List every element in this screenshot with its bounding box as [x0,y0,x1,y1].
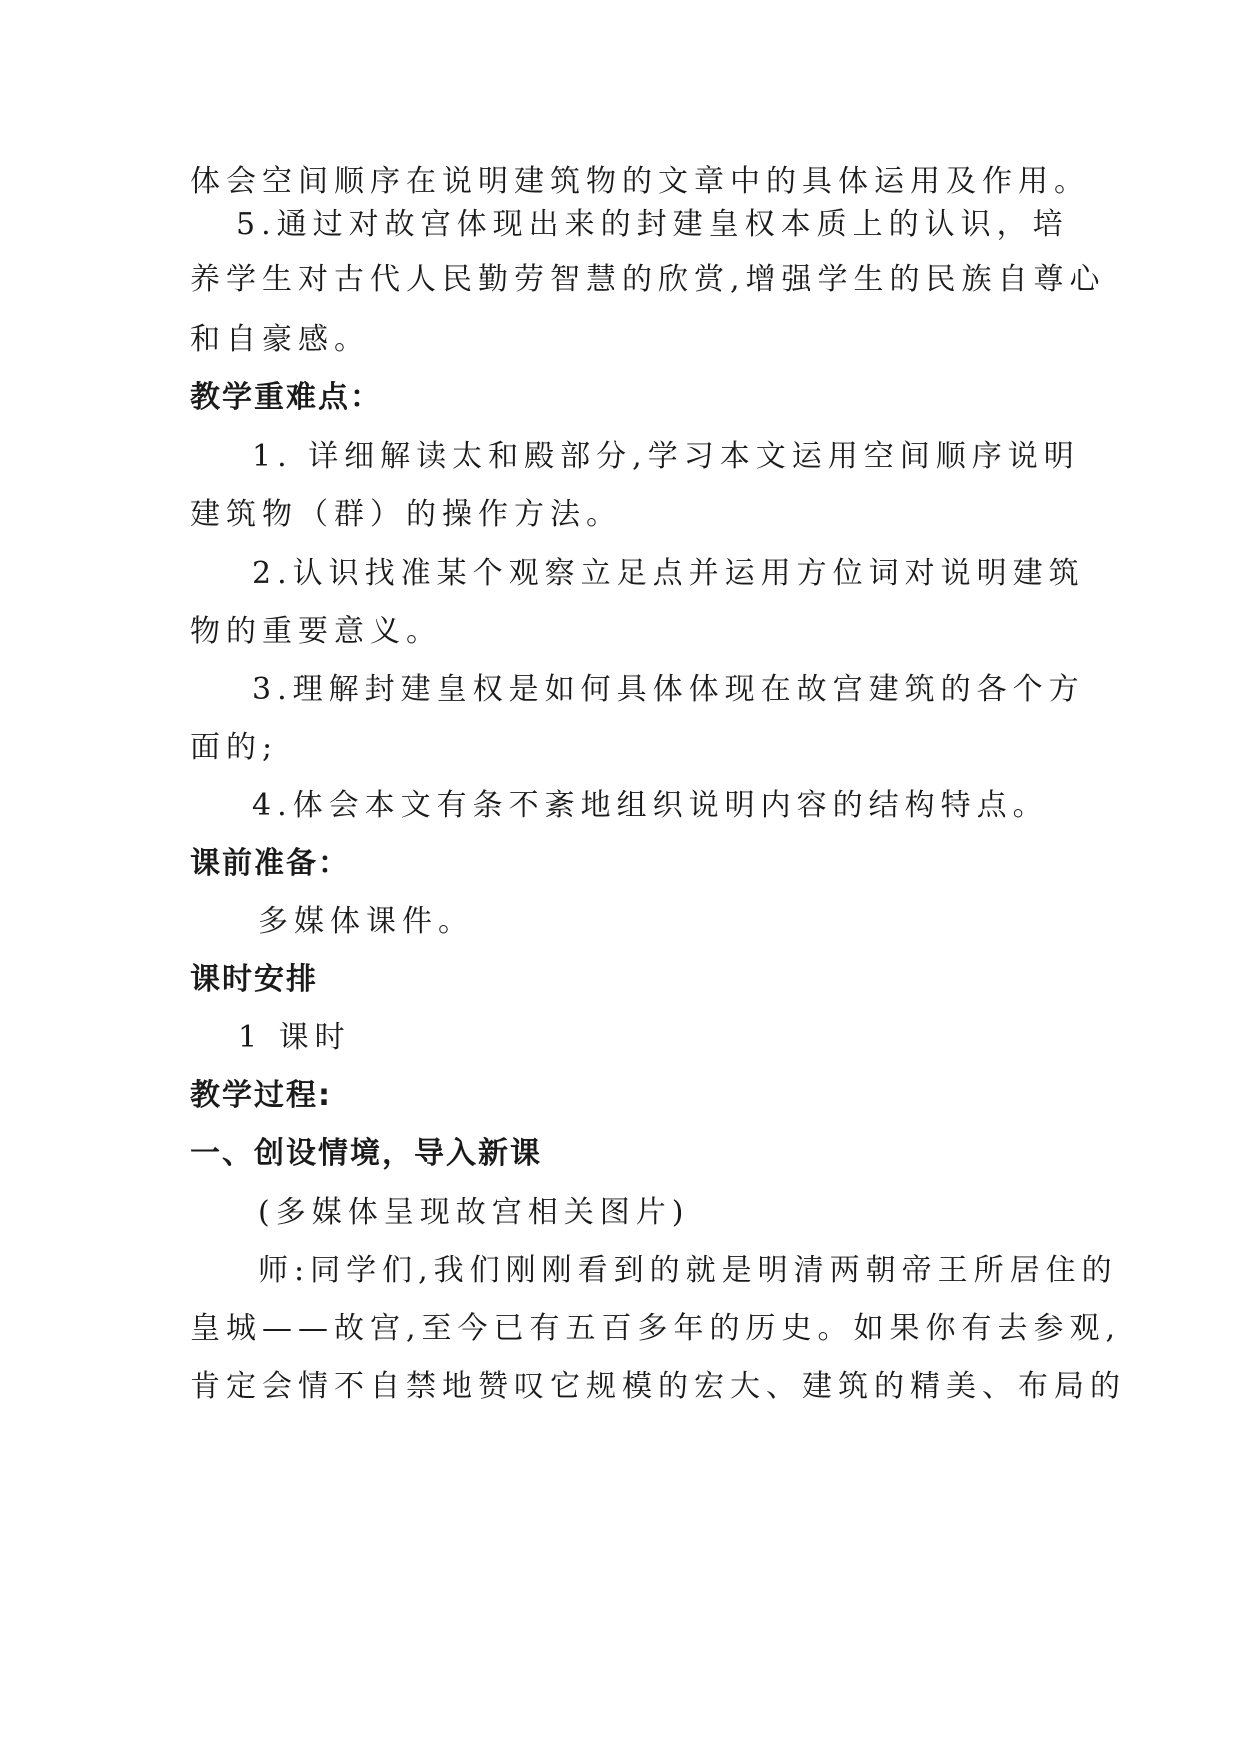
objective-5-line-3: 和自豪感。 [190,322,370,357]
teacher-line-3: 肯定会情不自禁地赞叹它规模的宏大、建筑的精美、布局的 [190,1369,1126,1404]
objective-5-line-1: 5.通过对故宫体现出来的封建皇权本质上的认识，培 [236,207,1069,242]
key-point-1-line-2: 建筑物（群）的操作方法。 [190,497,622,532]
key-point-3-line-2: 面的; [190,730,279,765]
section-heading-key-points: 教学重难点： [190,380,382,415]
preparation-line: 多媒体课件。 [258,904,474,939]
subsection-heading-intro: 一、创设情境，导入新课 [190,1136,542,1171]
key-point-3-line-1: 3.理解封建皇权是如何具体体现在故宫建筑的各个方 [252,672,1085,707]
teacher-line-1: 师:同学们,我们刚刚看到的就是明清两朝帝王所居住的 [258,1253,1118,1288]
key-point-1-line-1: 1. 详细解读太和殿部分,学习本文运用空间顺序说明 [252,439,1080,474]
section-heading-schedule: 课时安排 [190,962,318,997]
key-point-2-line-2: 物的重要意义。 [190,614,442,649]
objective-5-line-2: 养学生对古代人民勤劳智慧的欣赏,增强学生的民族自尊心 [190,262,1106,297]
multimedia-note-line: (多媒体呈现故宫相关图片) [258,1195,690,1230]
section-heading-preparation: 课前准备： [190,846,350,881]
teacher-line-2: 皇城——故宫,至今已有五百多年的历史。如果你有去参观, [190,1311,1122,1346]
paragraph-line: 体会空间顺序在说明建筑物的文章中的具体运用及作用。 [190,164,1090,199]
key-point-2-line-1: 2.认识找准某个观察立足点并运用方位词对说明建筑 [252,556,1085,591]
key-point-4-line: 4.体会本文有条不紊地组织说明内容的结构特点。 [252,788,1049,823]
section-heading-process: 教学过程: [190,1078,332,1113]
schedule-line: 1 课时 [238,1020,351,1055]
